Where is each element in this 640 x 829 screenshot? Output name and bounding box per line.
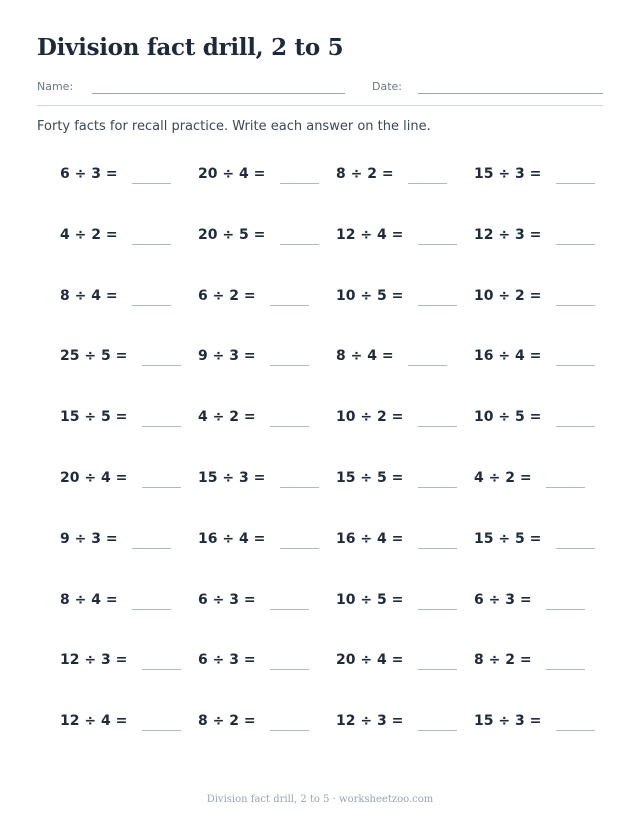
answer-blank[interactable] — [418, 669, 457, 670]
problem-expression: 10 ÷ 5 = — [336, 288, 404, 304]
answer-blank[interactable] — [132, 305, 171, 306]
answer-blank[interactable] — [418, 487, 457, 488]
answer-blank[interactable] — [418, 609, 457, 610]
instructions-text: Forty facts for recall practice. Write each answer on the line. — [37, 119, 431, 134]
problem-expression: 10 ÷ 5 = — [474, 409, 542, 425]
answer-blank[interactable] — [142, 426, 181, 427]
problem-expression: 4 ÷ 2 = — [198, 409, 256, 425]
problem-expression: 12 ÷ 3 = — [474, 227, 542, 243]
problem-expression: 16 ÷ 4 = — [474, 348, 542, 364]
problem-expression: 6 ÷ 2 = — [198, 288, 256, 304]
problem-expression: 6 ÷ 3 = — [474, 592, 532, 608]
answer-blank[interactable] — [408, 365, 447, 366]
problem-expression: 20 ÷ 4 = — [336, 652, 404, 668]
name-date-row — [37, 80, 603, 96]
problem-expression: 20 ÷ 4 = — [198, 166, 266, 182]
problem-expression: 6 ÷ 3 = — [198, 592, 256, 608]
answer-blank[interactable] — [270, 365, 309, 366]
name-label: Name: — [37, 80, 74, 93]
answer-blank[interactable] — [418, 244, 457, 245]
answer-blank[interactable] — [418, 730, 457, 731]
problem-expression: 15 ÷ 3 = — [474, 166, 542, 182]
problem-expression: 15 ÷ 5 = — [60, 409, 128, 425]
problem-expression: 10 ÷ 5 = — [336, 592, 404, 608]
answer-blank[interactable] — [546, 609, 585, 610]
date-field[interactable] — [418, 93, 603, 94]
answer-blank[interactable] — [418, 305, 457, 306]
answer-blank[interactable] — [142, 730, 181, 731]
answer-blank[interactable] — [280, 487, 319, 488]
answer-blank[interactable] — [556, 548, 595, 549]
problem-expression: 16 ÷ 4 = — [198, 531, 266, 547]
problem-expression: 20 ÷ 5 = — [198, 227, 266, 243]
problem-expression: 12 ÷ 4 = — [336, 227, 404, 243]
answer-blank[interactable] — [142, 365, 181, 366]
problem-expression: 8 ÷ 4 = — [60, 288, 118, 304]
answer-blank[interactable] — [546, 487, 585, 488]
answer-blank[interactable] — [280, 244, 319, 245]
worksheet-title: Division fact drill, 2 to 5 — [37, 34, 344, 61]
answer-blank[interactable] — [142, 669, 181, 670]
problem-expression: 12 ÷ 3 = — [336, 713, 404, 729]
problem-expression: 4 ÷ 2 = — [60, 227, 118, 243]
answer-blank[interactable] — [418, 548, 457, 549]
problem-expression: 12 ÷ 4 = — [60, 713, 128, 729]
answer-blank[interactable] — [556, 244, 595, 245]
answer-blank[interactable] — [270, 730, 309, 731]
problem-expression: 8 ÷ 4 = — [336, 348, 394, 364]
problem-expression: 20 ÷ 4 = — [60, 470, 128, 486]
problem-expression: 15 ÷ 5 = — [336, 470, 404, 486]
answer-blank[interactable] — [556, 426, 595, 427]
answer-blank[interactable] — [132, 183, 171, 184]
answer-blank[interactable] — [280, 183, 319, 184]
answer-blank[interactable] — [556, 305, 595, 306]
answer-blank[interactable] — [142, 487, 181, 488]
footer-text: Division fact drill, 2 to 5 · worksheetzoo.com — [206, 794, 434, 805]
problem-expression: 8 ÷ 2 = — [336, 166, 394, 182]
problem-expression: 15 ÷ 3 = — [198, 470, 266, 486]
problem-expression: 15 ÷ 5 = — [474, 531, 542, 547]
answer-blank[interactable] — [418, 426, 457, 427]
answer-blank[interactable] — [270, 609, 309, 610]
problem-expression: 10 ÷ 2 = — [474, 288, 542, 304]
name-field[interactable] — [92, 93, 345, 94]
answer-blank[interactable] — [270, 305, 309, 306]
problem-expression: 16 ÷ 4 = — [336, 531, 404, 547]
problem-expression: 8 ÷ 2 = — [474, 652, 532, 668]
problem-expression: 12 ÷ 3 = — [60, 652, 128, 668]
problem-expression: 9 ÷ 3 = — [198, 348, 256, 364]
problem-expression: 8 ÷ 2 = — [198, 713, 256, 729]
problem-expression: 25 ÷ 5 = — [60, 348, 128, 364]
answer-blank[interactable] — [546, 669, 585, 670]
answer-blank[interactable] — [556, 183, 595, 184]
answer-blank[interactable] — [556, 365, 595, 366]
answer-blank[interactable] — [132, 244, 171, 245]
answer-blank[interactable] — [556, 730, 595, 731]
problem-expression: 9 ÷ 3 = — [60, 531, 118, 547]
problem-expression: 4 ÷ 2 = — [474, 470, 532, 486]
problem-expression: 15 ÷ 3 = — [474, 713, 542, 729]
answer-blank[interactable] — [408, 183, 447, 184]
problem-expression: 10 ÷ 2 = — [336, 409, 404, 425]
answer-blank[interactable] — [132, 548, 171, 549]
answer-blank[interactable] — [280, 548, 319, 549]
problem-expression: 6 ÷ 3 = — [198, 652, 256, 668]
problem-expression: 8 ÷ 4 = — [60, 592, 118, 608]
answer-blank[interactable] — [270, 426, 309, 427]
answer-blank[interactable] — [132, 609, 171, 610]
header-divider — [37, 105, 603, 106]
date-label: Date: — [372, 80, 402, 93]
answer-blank[interactable] — [270, 669, 309, 670]
problem-expression: 6 ÷ 3 = — [60, 166, 118, 182]
